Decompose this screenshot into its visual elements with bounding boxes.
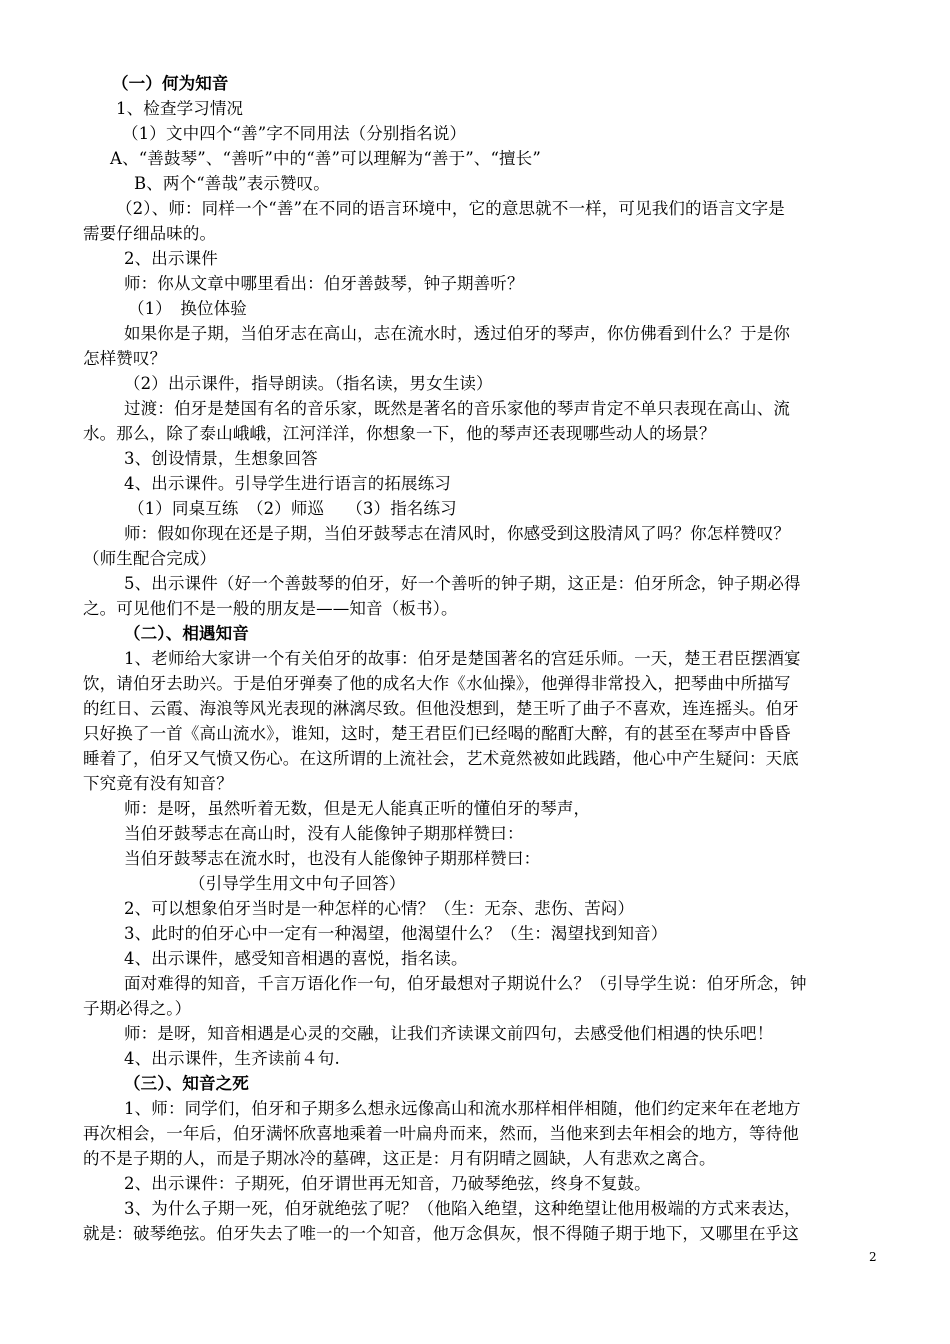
paragraph-line: 3、为什么子期一死，伯牙就绝弦了呢？（他陷入绝望，这种绝望让他用极端的方式来表达， — [124, 1199, 801, 1218]
paragraph-line: 3、创设情景，生想象回答 — [124, 449, 318, 468]
paragraph-line: 怎样赞叹？ — [83, 349, 167, 368]
paragraph-line: （1） 换位体验 — [128, 299, 247, 318]
paragraph-line: 子期必得之。） — [83, 999, 192, 1018]
paragraph-line: 1、老师给大家讲一个有关伯牙的故事：伯牙是楚国著名的宫廷乐师。一天，楚王君臣摆酒宴 — [124, 649, 801, 668]
paragraph-line: 过渡：伯牙是楚国有名的音乐家，既然是著名的音乐家他的琴声肯定不单只表现在高山、流 — [124, 399, 790, 418]
paragraph-line: 当伯牙鼓琴志在高山时，没有人能像钟子期那样赞曰： — [124, 824, 524, 843]
paragraph-line: 的红日、云霞、海浪等风光表现的淋漓尽致。但他没想到，楚王听了曲子不喜欢，连连摇头。伯牙 — [83, 699, 799, 718]
paragraph-line: 4、出示课件，生齐读前４句. — [124, 1049, 340, 1068]
paragraph-line: B、两个“善哉”表示赞叹。 — [134, 174, 330, 193]
paragraph-line: 需要仔细品味的。 — [83, 224, 217, 243]
paragraph-line: 1、师：同学们，伯牙和子期多么想永远像高山和流水那样相伴相随，他们约定来年在老地方 — [124, 1099, 801, 1118]
paragraph-line: 1、检查学习情况 — [116, 99, 244, 118]
paragraph-line: 师：是呀，知音相遇是心灵的交融，让我们齐读课文前四句，去感受他们相遇的快乐吧！ — [124, 1024, 774, 1043]
paragraph-line: 2、可以想象伯牙当时是一种怎样的心情？（生：无奈、悲伤、苦闷） — [124, 899, 635, 918]
paragraph-line: 只好换了一首《高山流水》，谁知，这时，楚王君臣们已经喝的酩酊大醉，有的甚至在琴声中昏昏 — [83, 724, 791, 743]
paragraph-line: （1）同桌互练 （2）师巡 （3）指名练习 — [128, 499, 457, 518]
paragraph-line: 2、出示课件：子期死，伯牙谓世再无知音，乃破琴绝弦，终身不复鼓。 — [124, 1174, 651, 1193]
heading-section-1: （一）何为知音 — [112, 74, 229, 93]
heading-section-2: （二）、相遇知音 — [124, 624, 249, 643]
paragraph-line: （2）、师：同样一个“善”在不同的语言环境中，它的意思就不一样，可见我们的语言文字是 — [116, 199, 785, 218]
paragraph-line: 师：假如你现在还是子期，当伯牙鼓琴志在清风时，你感受到这股清风了吗？你怎样赞叹？ — [124, 524, 790, 543]
paragraph-line: 面对难得的知音，千言万语化作一句，伯牙最想对子期说什么？（引导学生说：伯牙所念，钟 — [124, 974, 807, 993]
paragraph-line: （引导学生用文中句子回答） — [189, 874, 406, 893]
paragraph-line: 饮，请伯牙去助兴。于是伯牙弹奏了他的成名大作《水仙操》，他弹得非常投入，把琴曲中所描写 — [83, 674, 791, 693]
paragraph-line: 睡着了，伯牙又气愤又伤心。在这所谓的上流社会，艺术竟然被如此践踏，他心中产生疑问：天底 — [83, 749, 799, 768]
paragraph-line: 再次相会，一年后，伯牙满怀欣喜地乘着一叶扁舟而来，然而，当他来到去年相会的地方，等待他 — [83, 1124, 799, 1143]
paragraph-line: 师：是呀，虽然听着无数，但是无人能真正听的懂伯牙的琴声， — [124, 799, 591, 818]
paragraph-line: 下究竟有没有知音？ — [83, 774, 233, 793]
paragraph-line: 就是：破琴绝弦。伯牙失去了唯一的一个知音，他万念俱灰，恨不得随子期于地下，又哪里在乎这 — [83, 1224, 799, 1243]
heading-section-3: （三）、知音之死 — [124, 1074, 249, 1093]
paragraph-line: （师生配合完成） — [83, 549, 217, 568]
paragraph-line: 的不是子期的人，而是子期冰冷的墓碑，这正是：月有阴晴之圆缺，人有悲欢之离合。 — [83, 1149, 716, 1168]
paragraph-line: 师：你从文章中哪里看出：伯牙善鼓琴，钟子期善听？ — [124, 274, 524, 293]
paragraph-line: （2）出示课件，指导朗读。（指名读，男女生读） — [124, 374, 493, 393]
paragraph-line: A、“善鼓琴”、“善听”中的“善”可以理解为“善于”、“擅长” — [110, 149, 541, 168]
paragraph-line: 4、出示课件，感受知音相遇的喜悦，指名读。 — [124, 949, 468, 968]
paragraph-line: 当伯牙鼓琴志在流水时，也没有人能像钟子期那样赞曰： — [124, 849, 541, 868]
paragraph-line: 4、出示课件。引导学生进行语言的拓展练习 — [124, 474, 451, 493]
paragraph-line: 3、此时的伯牙心中一定有一种渴望，他渴望什么？（生：渴望找到知音） — [124, 924, 668, 943]
paragraph-line: 水。那么，除了泰山峨峨，江河洋洋，你想象一下，他的琴声还表现哪些动人的场景？ — [83, 424, 716, 443]
page-number: 2 — [869, 1250, 877, 1264]
paragraph-line: 如果你是子期，当伯牙志在高山，志在流水时，透过伯牙的琴声，你仿佛看到什么？于是你 — [124, 324, 790, 343]
paragraph-line: （1）文中四个“善”字不同用法（分别指名说） — [122, 124, 467, 143]
paragraph-line: 之。可见他们不是一般的朋友是——知音（板书）。 — [83, 599, 458, 618]
paragraph-line: 5、出示课件（好一个善鼓琴的伯牙，好一个善听的钟子期，这正是：伯牙所念，钟子期必得 — [124, 574, 801, 593]
paragraph-line: 2、出示课件 — [124, 249, 218, 268]
